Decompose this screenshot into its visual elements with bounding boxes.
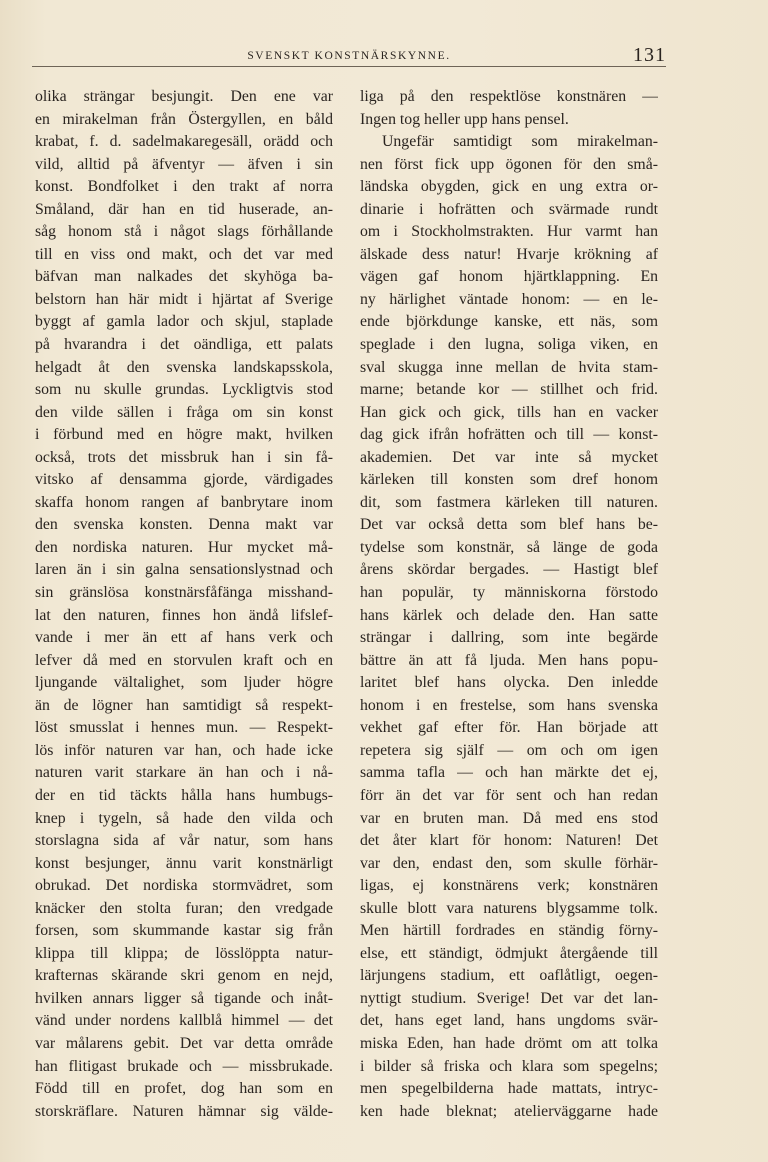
text-line: den svenska konsten. Denna makt var (35, 516, 333, 534)
text-line: liga på den respektlöse konstnären — (360, 88, 658, 105)
text-line: dit, som fastmera kärleken till naturen. (360, 493, 658, 511)
text-line: ken hade bleknat; atelierväggarne hade (360, 1102, 658, 1120)
text-line: än de lögner han samtidigt så respekt- (35, 696, 333, 714)
text-line: honom i en frestelse, som hans svenska (360, 696, 658, 714)
text-line: lat den naturen, finnes hon ändå lifslef- (35, 606, 333, 624)
header-rule (32, 66, 666, 67)
text-line: ligas, ej konstnärens verk; konstnären (360, 877, 658, 895)
text-line: det, hans eget land, hans ungdoms svär- (360, 1012, 658, 1030)
text-line: storskräflare. Naturen hämnar sig välde- (35, 1102, 333, 1120)
text-line: vild, alltid på äfventyr — äfven i sin (35, 155, 333, 173)
text-line: var den, endast den, som skulle förhär- (360, 854, 658, 872)
text-line: som nu skulle grundas. Lyckligtvis stod (35, 381, 333, 399)
text-line: krafternas skärande skri genom en nejd, (35, 967, 333, 985)
running-head (32, 44, 666, 68)
text-line: forsen, som skummande kastar sig från (35, 922, 333, 940)
text-line: Ingen tog heller upp hans pensel. (360, 110, 569, 128)
text-line: vande i mer än ett af hans verk och (35, 629, 333, 647)
text-line: kärleken till konsten som dref honom (360, 471, 658, 489)
text-line: speglade i den lugna, soliga viken, en (360, 336, 658, 354)
text-line: repetera sig själf — om och om igen (360, 741, 658, 759)
right-text-column (360, 86, 658, 1123)
text-line: den vilde sällen i fråga om sin konst (35, 403, 333, 421)
text-line: knäcker den stolta furan; den vredgade (35, 899, 333, 917)
text-line: vitsko af densamma gjorde, värdigades (35, 471, 333, 489)
text-line: om i Stockholmstrakten. Hur varmt han (360, 223, 658, 241)
text-line: sin gränslösa konstnärsfåfänga misshand- (35, 584, 333, 602)
text-line: vekhet gaf efter för. Han började att (360, 719, 658, 737)
text-line: laren än i sin galna sensationslystnad och (35, 561, 333, 579)
text-line: else, ett ständigt, ödmjukt återgående till (360, 944, 658, 962)
text-line: till en viss ond makt, och det var med (35, 245, 333, 263)
text-line: han populär, ty människorna förstodo (360, 584, 658, 602)
text-line: hans kärlek och delade den. Han satte (360, 606, 658, 624)
text-line: på hvarandra i det oändliga, ett palats (35, 336, 333, 354)
text-line: lefver då med en storvulen kraft och en (35, 651, 333, 669)
text-line: tydelse som konstnär, så länge de goda (360, 538, 658, 556)
text-line: han flitigast brukade och — missbrukade. (35, 1057, 333, 1075)
text-line: naturen varit starkare än han och i nå- (35, 764, 333, 782)
text-line: skaffa honom rangen af banbrytare inom (35, 493, 333, 511)
text-line: det åter klart för honom: Naturen! Det (360, 832, 658, 850)
text-line: dag gick ifrån hofrätten och till — konst- (360, 426, 658, 444)
text-line: storslagna sida af vår natur, som hans (35, 832, 333, 850)
text-line: en mirakelman från Östergyllen, en båld (35, 110, 333, 128)
text-line: krabat, f. d. sadelmakaregesäll, orädd och (35, 133, 333, 151)
text-line: dinarie i hofrätten och svärmade rundt (360, 200, 658, 218)
text-line: vägen gaf honom hjärtklappning. En (360, 268, 658, 286)
text-line: strängar i dallring, som inte begärde (360, 629, 658, 647)
text-line: belstorn han här midt i hjärtat af Sverige (35, 290, 333, 308)
text-line: var målarens gebit. Det var detta område (35, 1034, 333, 1052)
text-line: konst. Bondfolket i den trakt af norra (35, 178, 333, 196)
text-line: Men härtill fordrades en ständig förny- (360, 922, 658, 940)
text-line: Han gick och gick, tills han en vacker (360, 403, 658, 421)
text-line: Ungefär samtidigt som mirakelman- (382, 133, 658, 151)
text-line: akademien. Det var inte så mycket (360, 448, 658, 466)
text-line: bäfvan man nalkades det skyhöga ba- (35, 268, 333, 286)
text-line: helgadt åt den svenska landskapsskola, (35, 358, 333, 376)
text-line: Småland, där han en tid huserade, an- (35, 200, 333, 218)
text-line: men spegelbilderna hade mattats, intryc- (360, 1080, 658, 1098)
text-line: i förbund med en högre makt, hvilken (35, 426, 333, 444)
text-line: såg honom stå i något slags förhållande (35, 223, 333, 241)
text-line: klippa till klippa; de lösslöppta natur- (35, 944, 333, 962)
left-text-column (35, 86, 333, 1123)
text-line: knep i tygeln, så hade den vilda och (35, 809, 333, 827)
text-line: nyttigt studium. Sverige! Det var det lan- (360, 989, 658, 1007)
text-line: obrukad. Det nordiska stormvädret, som (35, 877, 333, 895)
running-title: SVENSKT KONSTNÄRSKYNNE. (247, 50, 451, 62)
text-line: ländska obygden, gick en ung extra or- (360, 178, 658, 196)
text-line: också, trots det missbruk han i sin få- (35, 448, 333, 466)
text-line: miska Eden, han hade drömt om att tolka (360, 1034, 658, 1052)
text-line: förr än det var för sent och han redan (360, 786, 658, 804)
text-line: hvilken annars ligger så tigande och inåt- (35, 989, 333, 1007)
text-line: ny härlighet väntade honom: — en le- (360, 290, 658, 308)
text-line: nen först fick upp ögonen för den små- (360, 155, 658, 173)
text-line: var en bruten man. Då med ens stod (360, 809, 658, 827)
text-line: marne; betande kor — stillhet och frid. (360, 381, 658, 399)
text-line: laritet blef hans olycka. Den inledde (360, 674, 658, 692)
text-line: Född till en profet, dog han som en (35, 1080, 333, 1098)
text-line: samma tafla — och han märkte det ej, (360, 764, 658, 782)
text-line: Det var också detta som blef hans be- (360, 516, 658, 534)
text-line: byggt af gamla lador och skjul, staplade (35, 313, 333, 331)
text-line: ljungande vältalighet, som ljuder högre (35, 674, 333, 692)
text-line: skulle blott vara naturens blygsamme tolk. (360, 899, 658, 917)
text-line: olika strängar besjungit. Den ene var (35, 88, 333, 105)
text-line: årens skördar bergades. — Hastigt blef (360, 561, 658, 579)
text-line: bättre än att få ljuda. Men hans popu- (360, 651, 658, 669)
page-number: 131 (633, 44, 666, 66)
text-line: ende björkdunge kanske, ett näs, som (360, 313, 658, 331)
text-line: der en tid täckts hålla hans humbugs- (35, 786, 333, 804)
text-line: konst besjunger, ännu varit konstnärligt (35, 854, 333, 872)
text-line: sval skugga inne mellan de hvita stam- (360, 358, 658, 376)
text-line: älskade dess natur! Hvarje krökning af (360, 245, 658, 263)
text-line: vänd under nordens kallblå himmel — det (35, 1012, 333, 1030)
text-line: lös inför naturen var han, och hade icke (35, 741, 333, 759)
text-line: lärjungens stadium, ett oaflåtligt, oegen- (360, 967, 658, 985)
text-line: löst smusslat i hennes mun. — Respekt- (35, 719, 333, 737)
text-line: den nordiska naturen. Hur mycket må- (35, 538, 333, 556)
text-line: i bilder så friska och klara som spegelns; (360, 1057, 658, 1075)
